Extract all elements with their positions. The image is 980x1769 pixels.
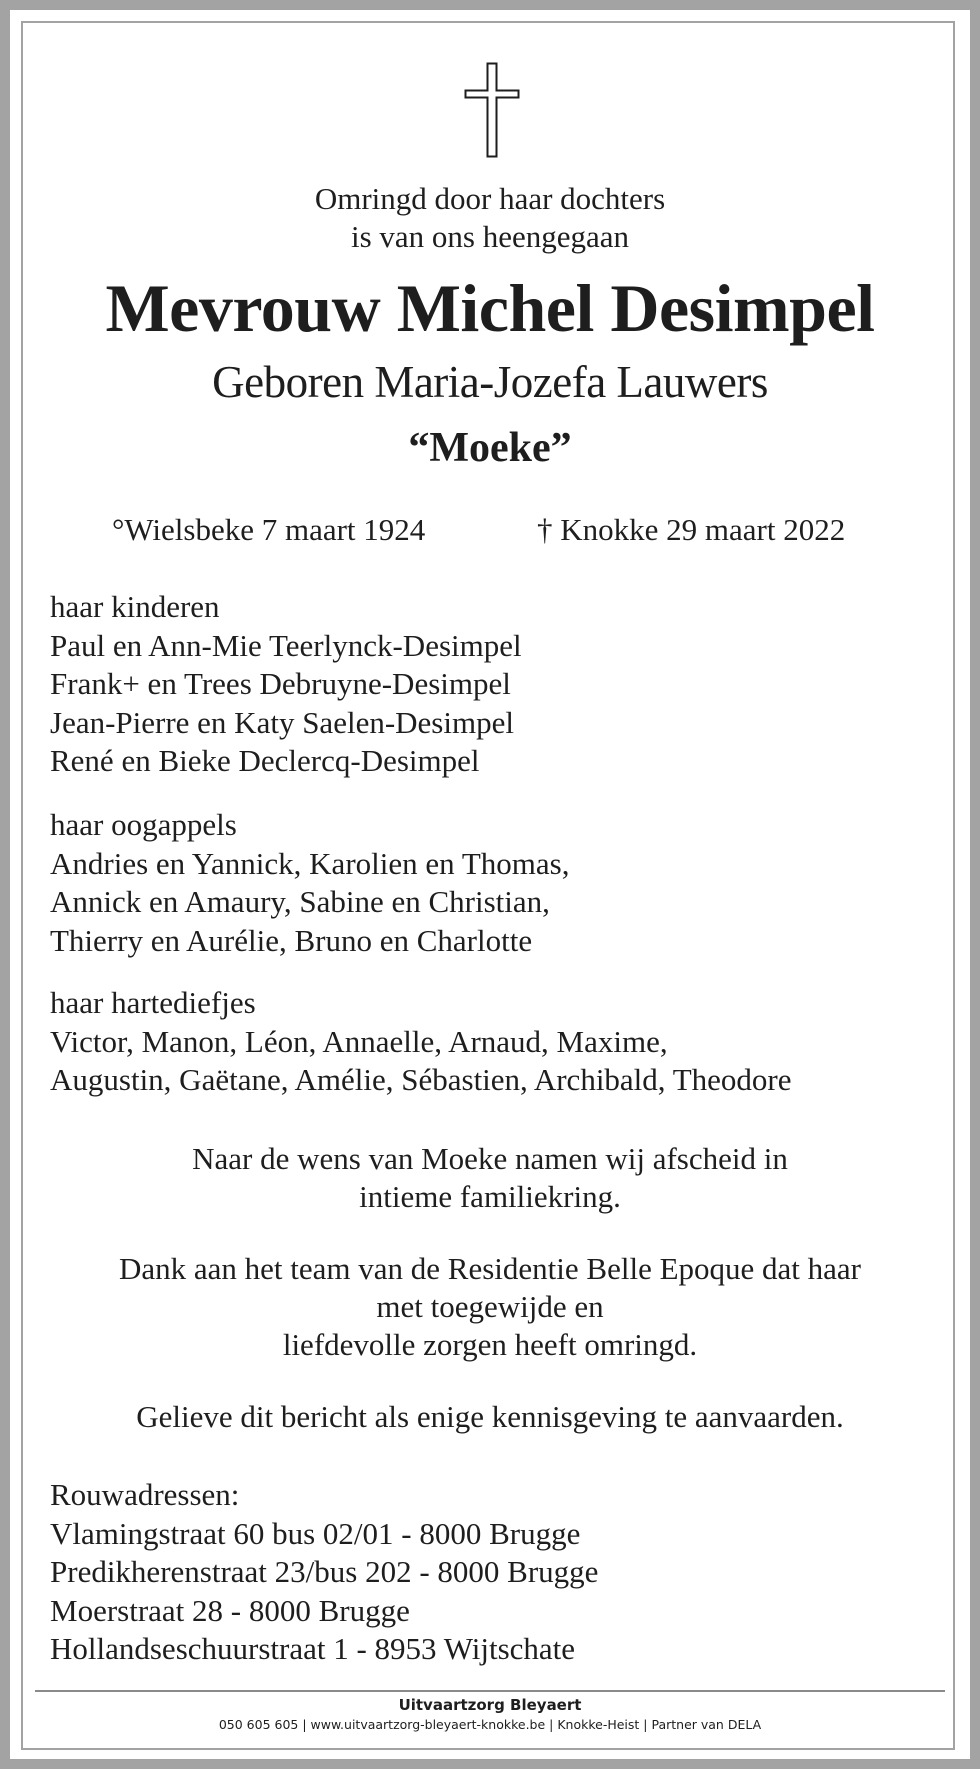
family-line: René en Bieke Declercq-Desimpel [50, 743, 480, 778]
family-line: Victor, Manon, Léon, Annaelle, Arnaud, Maxime, [50, 1023, 668, 1059]
section-heading: haar oogappels [50, 807, 237, 842]
grandchildren-section [50, 806, 930, 960]
intro-line: is van ons heengegaan [350, 219, 630, 254]
birth-name: Geboren Maria-Jozefa Lauwers [212, 357, 768, 407]
footer-divider [35, 1690, 945, 1692]
mourning-addresses [50, 1476, 930, 1669]
family-line: Thierry en Aurélie, Bruno en Charlotte [50, 922, 533, 958]
address-line: Hollandseschuurstraat 1 - 8953 Wijtschate [50, 1631, 576, 1666]
family-line: Augustin, Gaëtane, Amélie, Sébastien, Archibald, Theodore [50, 1062, 792, 1097]
address-line: Predikherenstraat 23/bus 202 - 8000 Brugge [50, 1554, 599, 1589]
intro-text [40, 180, 940, 256]
funeral-home-info: 050 605 605 | www.uitvaartzorg-bleyaert-knokke.be | Knokke-Heist | Partner van DELA [218, 1717, 762, 1732]
children-section [50, 588, 930, 781]
thanks-message [40, 1250, 940, 1364]
message-line: Naar de wens van Moeke namen wij afscheid in [192, 1141, 788, 1176]
funeral-home-name: Uitvaartzorg Bleyaert [398, 1696, 582, 1714]
section-heading: haar hartediefjes [50, 985, 256, 1020]
family-line: Paul en Ann-Mie Teerlynck-Desimpel [50, 627, 522, 663]
death-date: † Knokke 29 maart 2022 [537, 512, 846, 547]
family-line: Annick en Amaury, Sabine en Christian, [50, 884, 550, 919]
notice-message: Gelieve dit bericht als enige kennisgeving te aanvaarden. [136, 1399, 844, 1434]
message-line: met toegewijde en [376, 1289, 604, 1324]
address-line: Moerstraat 28 - 8000 Brugge [50, 1592, 410, 1628]
latin-cross-icon [464, 62, 520, 158]
great-grandchildren-section [50, 984, 930, 1100]
deceased-name: Mevrouw Michel Desimpel [105, 270, 875, 346]
message-line: intieme familiekring. [359, 1179, 621, 1214]
addresses-heading: Rouwadressen: [50, 1477, 240, 1512]
message-line: liefdevolle zorgen heeft omringd. [282, 1327, 698, 1362]
intro-line: Omringd door haar dochters [314, 181, 666, 216]
family-line: Frank+ en Trees Debruyne-Desimpel [50, 666, 511, 701]
address-line: Vlamingstraat 60 bus 02/01 - 8000 Brugge [50, 1515, 581, 1551]
nickname: “Moeke” [408, 425, 572, 471]
farewell-message [40, 1140, 940, 1216]
family-line: Jean-Pierre en Katy Saelen-Desimpel [50, 704, 514, 740]
family-line: Andries en Yannick, Karolien en Thomas, [50, 845, 570, 881]
message-line: Dank aan het team van de Residentie Belle Epoque dat haar [119, 1251, 861, 1286]
section-heading: haar kinderen [50, 589, 220, 624]
birth-date: °Wielsbeke 7 maart 1924 [112, 512, 426, 547]
